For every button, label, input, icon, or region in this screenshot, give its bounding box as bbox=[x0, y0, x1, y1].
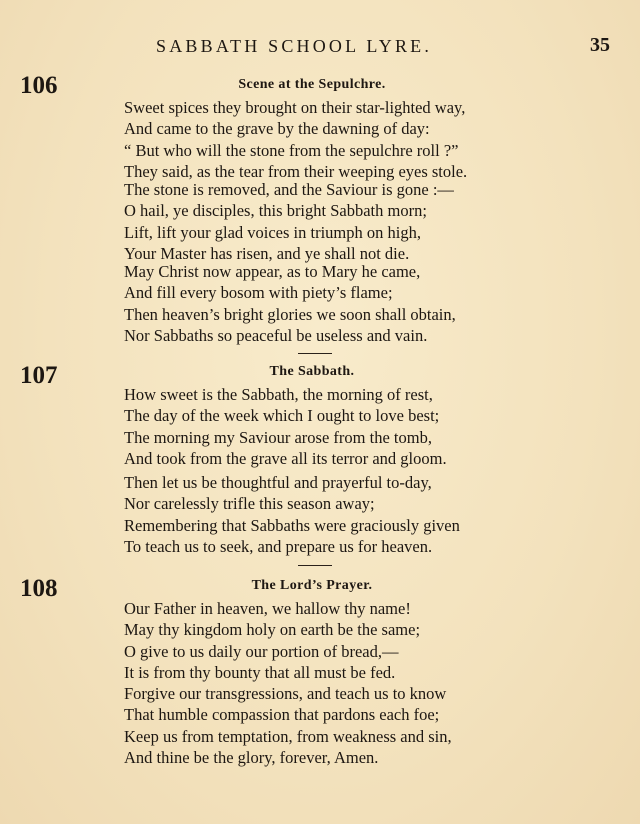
verse-line: Then let us be thoughtful and prayerful to-day, bbox=[124, 473, 432, 492]
verse-line: And took from the grave all its terror and gloom. bbox=[124, 449, 447, 469]
verse-line: “ But who will the stone from the sepulchre roll ?” bbox=[124, 140, 459, 160]
hymn-number: 107 bbox=[20, 362, 58, 389]
stanza bbox=[124, 97, 467, 183]
verse-line: O hail, ye disciples, this bright Sabbath morn; bbox=[124, 201, 427, 221]
stanza bbox=[124, 384, 447, 470]
verse-line: How sweet is the Sabbath, the morning of rest, bbox=[124, 385, 433, 404]
verse-line: Keep us from temptation, from weakness and sin, bbox=[124, 726, 452, 746]
stanza bbox=[124, 261, 456, 347]
section-divider bbox=[298, 353, 332, 354]
hymn-title: The Sabbath. bbox=[269, 364, 355, 379]
verse-line: May Christ now appear, as to Mary he came, bbox=[124, 262, 421, 281]
stanza bbox=[124, 179, 454, 265]
page-number: 35 bbox=[590, 34, 610, 56]
verse-line: O give to us daily our portion of bread,— bbox=[124, 641, 399, 661]
verse-line: That humble compassion that pardons each foe; bbox=[124, 705, 440, 725]
verse-line: Lift, lift your glad voices in triumph on high, bbox=[124, 222, 421, 242]
verse-line: To teach us to seek, and prepare us for heaven. bbox=[124, 537, 433, 557]
verse-line: Your Master has risen, and ye shall not die. bbox=[124, 244, 410, 264]
stanza bbox=[124, 472, 460, 558]
stanza bbox=[124, 598, 420, 684]
verse-line: They said, as the tear from their weeping eyes stole. bbox=[124, 162, 468, 182]
verse-line: Forgive our transgressions, and teach us to know bbox=[124, 684, 447, 703]
verse-line: And came to the grave by the dawning of day: bbox=[124, 119, 430, 139]
hymn-title: The Lord’s Prayer. bbox=[251, 578, 373, 593]
verse-line: Nor Sabbaths so peaceful be useless and vain. bbox=[124, 326, 428, 346]
verse-line: And thine be the glory, forever, Amen. bbox=[124, 748, 379, 768]
hymn-number: 108 bbox=[20, 575, 58, 602]
verse-line: The stone is removed, and the Saviour is gone :— bbox=[124, 180, 454, 199]
hymn-number: 106 bbox=[20, 72, 58, 99]
section-divider bbox=[298, 565, 332, 566]
verse-line: May thy kingdom holy on earth be the same; bbox=[124, 620, 421, 640]
hymn-title: Scene at the Sepulchre. bbox=[238, 77, 386, 92]
verse-line: The day of the week which I ought to love best; bbox=[124, 406, 440, 426]
verse-line: Then heaven’s bright glories we soon shall obtain, bbox=[124, 304, 456, 324]
verse-line: And fill every bosom with piety’s flame; bbox=[124, 283, 393, 303]
running-head: SABBATH SCHOOL LYRE. bbox=[156, 36, 433, 56]
verse-line: Nor carelessly trifle this season away; bbox=[124, 494, 375, 514]
stanza bbox=[124, 683, 452, 769]
verse-line: The morning my Saviour arose from the tomb, bbox=[124, 427, 432, 447]
verse-line: Our Father in heaven, we hallow thy name! bbox=[124, 599, 411, 618]
verse-line: Remembering that Sabbaths were graciously given bbox=[124, 515, 460, 535]
verse-line: It is from thy bounty that all must be fed. bbox=[124, 663, 396, 683]
verse-line: Sweet spices they brought on their star-lighted way, bbox=[124, 98, 466, 117]
